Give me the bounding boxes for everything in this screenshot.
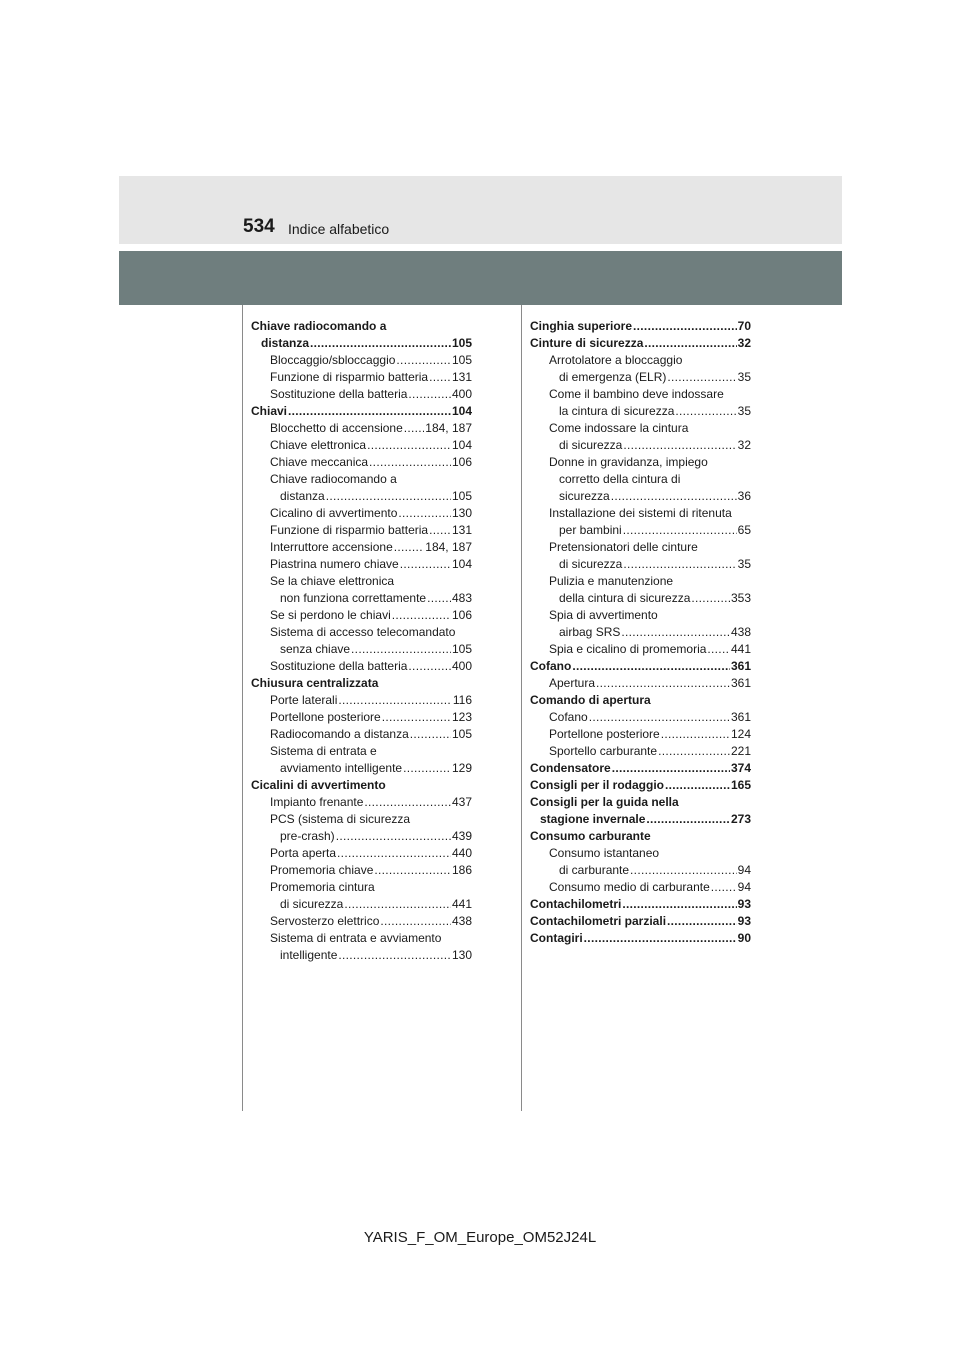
index-entry-page: 90 (737, 931, 751, 945)
index-entry-term: Chiusura centralizzata (251, 676, 379, 690)
index-entry (251, 522, 472, 539)
index-entry-page: 361 (730, 676, 751, 690)
index-entry (251, 369, 472, 386)
index-entry (251, 539, 472, 556)
index-entry-page: 35 (737, 370, 751, 384)
dot-leader (336, 828, 451, 845)
index-entry-term: Consumo carburante (530, 829, 651, 843)
index-entry (530, 896, 751, 913)
index-entry-page: 353 (730, 591, 751, 605)
index-entry-term: Installazione dei sistemi di ritenuta (549, 506, 732, 520)
dot-leader (392, 607, 451, 624)
document-code: YARIS_F_OM_Europe_OM52J24L (363, 1229, 597, 1246)
index-entry (530, 488, 751, 505)
index-entry (530, 828, 751, 845)
index-entry (251, 743, 472, 760)
index-entry-term: Servosterzo elettrico (270, 914, 380, 928)
index-entry-term: non funziona correttamente (280, 591, 427, 605)
index-entry-page: 36 (737, 489, 751, 503)
index-entry (251, 352, 472, 369)
index-entry-page: 65 (737, 523, 751, 537)
dot-leader (665, 777, 730, 794)
index-entry-term: sicurezza (559, 489, 610, 503)
dot-leader (337, 845, 451, 862)
index-entry-page: 105 (451, 727, 472, 741)
index-column-right (530, 318, 751, 947)
dot-leader (675, 403, 736, 420)
index-entry-term: Condensatore (530, 761, 611, 775)
dot-leader (572, 658, 730, 675)
index-entry-term: Consigli per la guida nella (530, 795, 679, 809)
index-entry-page: 186 (451, 863, 472, 877)
index-entry-page: 440 (451, 846, 472, 860)
dot-leader (667, 913, 737, 930)
index-entry-page: 104 (451, 438, 472, 452)
index-entry-page: 361 (730, 659, 751, 673)
index-entry-term: PCS (sistema di sicurezza (270, 812, 411, 826)
index-entry-page: 400 (451, 387, 472, 401)
index-entry (251, 420, 472, 437)
dot-leader (288, 403, 451, 420)
index-entry-term: Radiocomando a distanza (270, 727, 409, 741)
index-entry-page: 105 (451, 336, 472, 350)
section-title: Indice alfabetico (288, 221, 390, 237)
header-bar (119, 251, 842, 305)
index-entry-term: Porte laterali (270, 693, 338, 707)
index-entry-term: Chiave radiocomando a (270, 472, 397, 486)
index-entry-term: Porta aperta (270, 846, 337, 860)
dot-leader (344, 896, 451, 913)
index-entry (251, 386, 472, 403)
dot-leader (429, 522, 451, 539)
dot-leader (623, 437, 736, 454)
index-entry (530, 437, 751, 454)
index-entry (530, 505, 751, 522)
index-entry-page: 124 (730, 727, 751, 741)
index-entry-term: Se si perdono le chiavi (270, 608, 391, 622)
index-entry-page: 483 (451, 591, 472, 605)
index-entry-page: 130 (451, 506, 472, 520)
index-entry-term: Contagiri (530, 931, 583, 945)
dot-leader (661, 726, 730, 743)
dot-leader (351, 641, 451, 658)
index-entry (530, 420, 751, 437)
index-entry-page: 94 (737, 880, 751, 894)
dot-leader (667, 369, 736, 386)
index-entry (251, 437, 472, 454)
left-rule (242, 305, 243, 1111)
index-entry-page: 165 (730, 778, 751, 792)
dot-leader (367, 437, 451, 454)
index-entry-page: 123 (451, 710, 472, 724)
index-entry-term: Chiave meccanica (270, 455, 369, 469)
index-entry (251, 488, 472, 505)
index-entry (530, 794, 751, 811)
index-entry (251, 471, 472, 488)
index-entry (530, 454, 751, 471)
index-entry-page: 221 (730, 744, 751, 758)
dot-leader (338, 947, 451, 964)
dot-leader (630, 862, 737, 879)
index-entry (530, 726, 751, 743)
index-entry-term: intelligente (280, 948, 338, 962)
index-entry-term: Sistema di entrata e (270, 744, 377, 758)
index-entry-term: Funzione di risparmio batteria (270, 523, 429, 537)
index-entry-term: Bloccaggio/sbloccaggio (270, 353, 396, 367)
index-entry (251, 709, 472, 726)
index-entry-term: Funzione di risparmio batteria (270, 370, 429, 384)
index-entry (251, 403, 472, 420)
dot-leader (427, 590, 451, 607)
index-entry (251, 811, 472, 828)
index-entry-term: Cicalini di avvertimento (251, 778, 386, 792)
dot-leader (589, 709, 730, 726)
index-entry (530, 675, 751, 692)
index-entry (251, 505, 472, 522)
index-entry-term: Consumo istantaneo (549, 846, 660, 860)
index-entry-page: 105 (451, 642, 472, 656)
dot-leader (403, 760, 451, 777)
index-entry-page: 131 (451, 523, 472, 537)
index-entry-term: Chiavi (251, 404, 288, 418)
index-entry-page: 400 (451, 659, 472, 673)
index-entry-page: 32 (737, 438, 751, 452)
index-entry-term: senza chiave (280, 642, 351, 656)
index-entry (530, 573, 751, 590)
index-entry-term: Promemoria cintura (270, 880, 375, 894)
index-entry (251, 641, 472, 658)
index-entry (530, 658, 751, 675)
index-entry-term: corretto della cintura di (559, 472, 681, 486)
index-entry-term: Cinghia superiore (530, 319, 633, 333)
index-entry-term: Sportello carburante (549, 744, 658, 758)
index-entry-page: 438 (730, 625, 751, 639)
index-entry (530, 352, 751, 369)
index-entry-page: 93 (737, 897, 751, 911)
index-entry-term: di sicurezza (280, 897, 344, 911)
index-entry (530, 403, 751, 420)
dot-leader (596, 675, 730, 692)
index-entry (530, 624, 751, 641)
dot-leader (644, 335, 736, 352)
dot-leader (584, 930, 737, 947)
dot-leader (380, 913, 451, 930)
index-entry-term: Pretensionatori delle cinture (549, 540, 698, 554)
index-entry-page: 273 (730, 812, 751, 826)
index-column-left (251, 318, 472, 964)
index-entry-term: Contachilometri parziali (530, 914, 667, 928)
index-entry-page: 105 (451, 489, 472, 503)
dot-leader (612, 760, 730, 777)
index-entry-term: Consumo medio di carburante (549, 880, 710, 894)
index-entry (251, 828, 472, 845)
dot-leader (408, 386, 451, 403)
dot-leader (429, 369, 451, 386)
dot-leader (404, 420, 425, 437)
index-entry (251, 760, 472, 777)
index-entry (251, 454, 472, 471)
index-entry-term: Spia di avvertimento (549, 608, 658, 622)
index-entry (530, 913, 751, 930)
index-entry-term: Arrotolatore a bloccaggio (549, 353, 683, 367)
index-entry-term: Sistema di entrata e avviamento (270, 931, 442, 945)
index-entry-term: stagione invernale (540, 812, 646, 826)
index-entry-term: Sistema di accesso telecomandato (270, 625, 456, 639)
index-entry (251, 879, 472, 896)
dot-leader (623, 522, 737, 539)
index-entry-term: Spia e cicalino di promemoria (549, 642, 707, 656)
index-entry-term: Donne in gravidanza, impiego (549, 455, 708, 469)
index-entry (530, 539, 751, 556)
dot-leader (691, 590, 730, 607)
index-entry-term: Promemoria chiave (270, 863, 374, 877)
index-entry-term: Blocchetto di accensione (270, 421, 403, 435)
dot-leader (396, 352, 451, 369)
index-entry-page: 184, 187 (425, 421, 472, 435)
index-entry (530, 369, 751, 386)
index-entry (530, 556, 751, 573)
dot-leader (623, 556, 736, 573)
index-entry-page: 129 (451, 761, 472, 775)
index-entry-page: 104 (451, 404, 472, 418)
index-entry (251, 318, 472, 335)
index-entry (530, 862, 751, 879)
index-entry (530, 607, 751, 624)
index-entry (530, 335, 751, 352)
index-entry-term: Pulizia e manutenzione (549, 574, 674, 588)
index-entry-term: Cicalino di avvertimento (270, 506, 398, 520)
header-band (119, 176, 842, 244)
index-entry-term: Piastrina numero chiave (270, 557, 399, 571)
index-entry (251, 624, 472, 641)
index-entry (251, 607, 472, 624)
dot-leader (338, 692, 451, 709)
index-entry (251, 947, 472, 964)
index-entry-term: distanza (280, 489, 325, 503)
index-entry-term: di sicurezza (559, 557, 623, 571)
index-entry (251, 573, 472, 590)
index-entry-page: 439 (451, 829, 472, 843)
dot-leader (326, 488, 451, 505)
index-entry (251, 335, 472, 352)
index-entry-page: 184, 187 (425, 540, 472, 554)
index-entry (530, 811, 751, 828)
index-entry-term: Se la chiave elettronica (270, 574, 395, 588)
index-entry (251, 675, 472, 692)
index-entry-page: 441 (730, 642, 751, 656)
index-entry-page: 438 (451, 914, 472, 928)
index-entry-term: Consigli per il rodaggio (530, 778, 665, 792)
index-entry (251, 794, 472, 811)
index-entry-page: 441 (451, 897, 472, 911)
index-entry (530, 777, 751, 794)
index-entry-term: di sicurezza (559, 438, 623, 452)
dot-leader (658, 743, 730, 760)
index-entry-page: 93 (737, 914, 751, 928)
index-entry (530, 590, 751, 607)
index-entry (530, 318, 751, 335)
index-entry (251, 556, 472, 573)
dot-leader (408, 658, 451, 675)
index-entry (251, 845, 472, 862)
index-entry-term: airbag SRS (559, 625, 621, 639)
index-entry-term: Sostituzione della batteria (270, 659, 408, 673)
index-entry-term: avviamento intelligente (280, 761, 403, 775)
dot-leader (646, 811, 730, 828)
index-entry (530, 692, 751, 709)
index-entry-term: Chiave elettronica (270, 438, 367, 452)
index-entry-term: Contachilometri (530, 897, 622, 911)
index-entry (251, 590, 472, 607)
index-entry (251, 862, 472, 879)
dot-leader (364, 794, 451, 811)
index-entry-term: Portellone posteriore (270, 710, 381, 724)
index-entry-term: pre-crash) (280, 829, 335, 843)
dot-leader (369, 454, 451, 471)
index-entry (530, 879, 751, 896)
index-entry-term: di carburante (559, 863, 630, 877)
dot-leader (621, 624, 730, 641)
dot-leader (394, 539, 425, 556)
index-entry (251, 913, 472, 930)
dot-leader (374, 862, 451, 879)
index-entry-page: 116 (452, 693, 472, 707)
page-number: 534 (243, 216, 275, 237)
index-entry-term: distanza (261, 336, 310, 350)
index-entry (530, 845, 751, 862)
index-entry-page: 70 (737, 319, 751, 333)
index-entry-term: Cinture di sicurezza (530, 336, 644, 350)
dot-leader (611, 488, 737, 505)
index-entry-page: 437 (451, 795, 472, 809)
index-entry-term: Come indossare la cintura (549, 421, 689, 435)
index-entry-term: Impianto frenante (270, 795, 364, 809)
dot-leader (711, 879, 737, 896)
dot-leader (400, 556, 451, 573)
dot-leader (707, 641, 730, 658)
index-entry-page: 131 (451, 370, 472, 384)
index-entry (530, 386, 751, 403)
index-entry-page: 105 (451, 353, 472, 367)
index-entry (530, 760, 751, 777)
index-entry-term: di emergenza (ELR) (559, 370, 667, 384)
index-entry (251, 726, 472, 743)
index-entry-page: 361 (730, 710, 751, 724)
index-entry-term: della cintura di sicurezza (559, 591, 691, 605)
index-entry-term: Come il bambino deve indossare (549, 387, 724, 401)
index-entry-term: la cintura di sicurezza (559, 404, 675, 418)
index-entry-term: Cofano (530, 659, 572, 673)
index-entry (251, 658, 472, 675)
index-entry-term: Cofano (549, 710, 588, 724)
dot-leader (633, 318, 737, 335)
index-entry-term: Comando di apertura (530, 693, 651, 707)
dot-leader (410, 726, 451, 743)
index-entry (251, 692, 472, 709)
index-entry-page: 106 (451, 455, 472, 469)
dot-leader (310, 335, 451, 352)
index-entry (530, 930, 751, 947)
index-entry (530, 522, 751, 539)
center-rule (521, 305, 522, 1111)
dot-leader (382, 709, 451, 726)
index-entry (530, 641, 751, 658)
index-entry-page: 35 (737, 557, 751, 571)
index-entry-page: 104 (451, 557, 472, 571)
index-entry-page: 35 (737, 404, 751, 418)
index-entry-page: 94 (737, 863, 751, 877)
index-entry (251, 777, 472, 794)
index-entry-term: Sostituzione della batteria (270, 387, 408, 401)
index-entry-term: Apertura (549, 676, 596, 690)
index-entry-page: 106 (451, 608, 472, 622)
index-entry-term: per bambini (559, 523, 622, 537)
dot-leader (622, 896, 736, 913)
dot-leader (398, 505, 451, 522)
index-entry-term: Chiave radiocomando a (251, 319, 387, 333)
index-entry-page: 374 (730, 761, 751, 775)
index-entry-page: 32 (737, 336, 751, 350)
index-entry (530, 471, 751, 488)
index-entry-term: Interruttore accensione (270, 540, 393, 554)
index-entry (251, 930, 472, 947)
index-entry (251, 896, 472, 913)
index-entry (530, 743, 751, 760)
index-entry-term: Portellone posteriore (549, 727, 660, 741)
index-entry-page: 130 (451, 948, 472, 962)
index-entry (530, 709, 751, 726)
